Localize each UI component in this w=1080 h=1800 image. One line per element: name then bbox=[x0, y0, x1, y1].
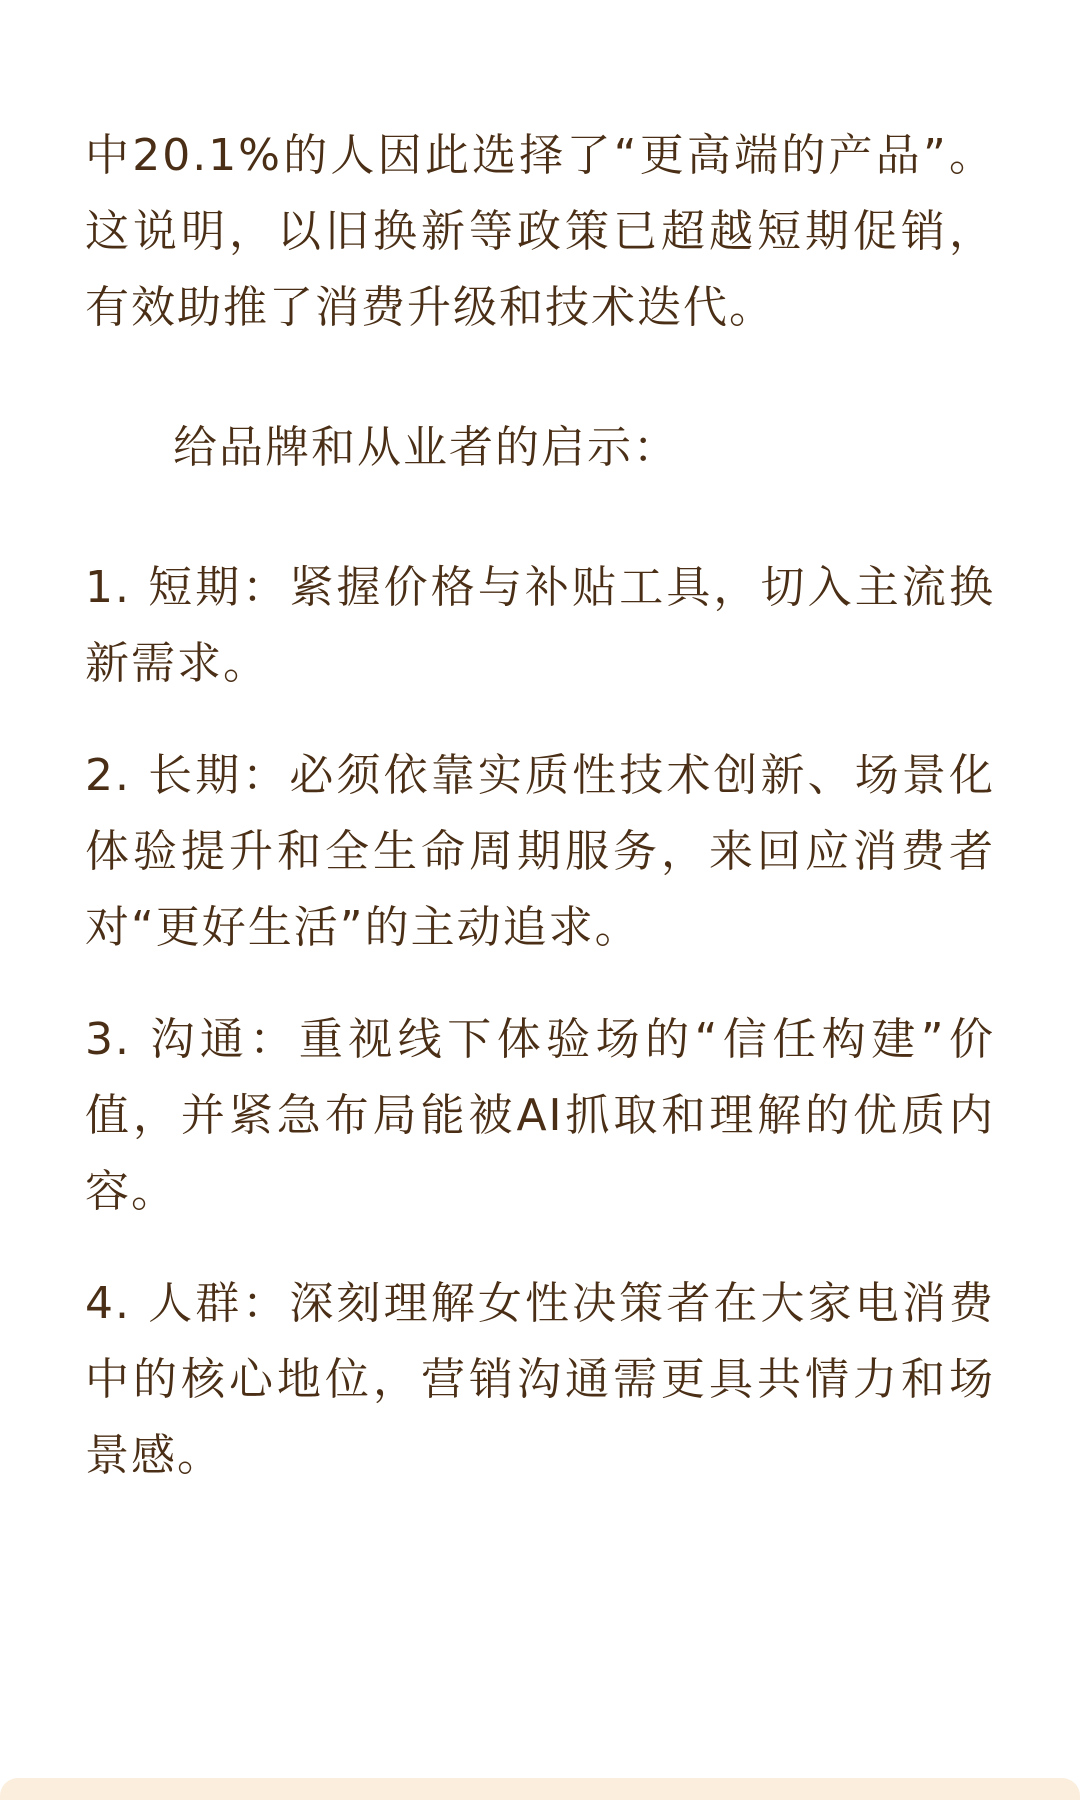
insights-heading: 给品牌和从业者的启示： bbox=[173, 422, 679, 473]
insight-item-communication: 3. 沟通：重视线下体验场的“信任构建”价值，并紧急布局能被AI抓取和理解的优质内容。 bbox=[85, 1014, 995, 1217]
footer-band bbox=[0, 1778, 1080, 1800]
article-body bbox=[85, 118, 995, 1530]
intro-paragraph: 中20.1%的人因此选择了“更高端的产品”。这说明，以旧换新等政策已超越短期促销，有效助推了消费升级和技术迭代。 bbox=[85, 130, 995, 333]
insight-item-audience: 4. 人群：深刻理解女性决策者在大家电消费中的核心地位，营销沟通需更具共情力和场景感。 bbox=[85, 1278, 995, 1481]
insight-item-long-term: 2. 长期：必须依靠实质性技术创新、场景化体验提升和全生命周期服务，来回应消费者对“更好生活”的主动追求。 bbox=[85, 750, 995, 953]
insight-item-short-term: 1. 短期：紧握价格与补贴工具，切入主流换新需求。 bbox=[85, 562, 995, 689]
